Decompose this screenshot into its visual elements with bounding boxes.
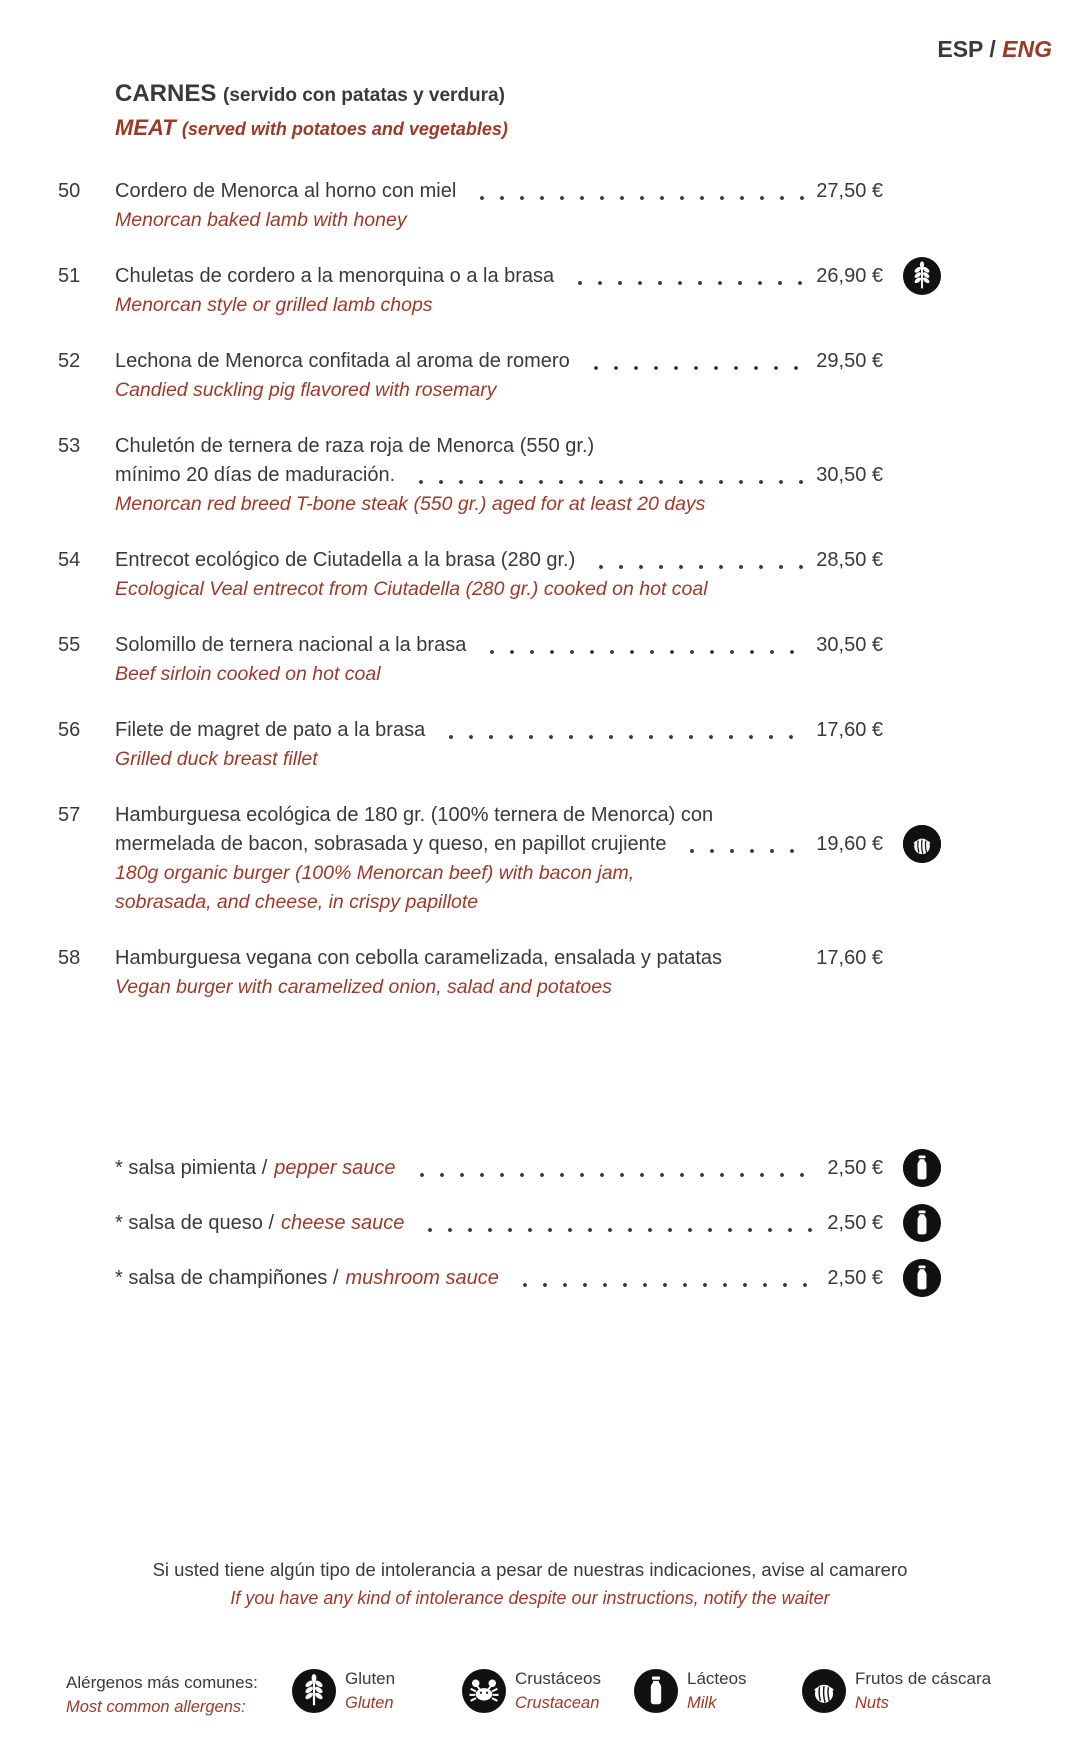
sauce-price: 2,50 € <box>827 1267 883 1289</box>
item-name-es: Filete de magret de pato a la brasa <box>115 719 426 741</box>
allergen-legend-label <box>66 1670 258 1720</box>
menu-item-54 <box>0 546 1092 604</box>
legend-allergen-label-en: Crustacean <box>515 1694 600 1712</box>
item-number: 54 <box>58 549 81 571</box>
dot-leader <box>482 631 804 660</box>
sauce-name-es: * salsa de champiñones / <box>115 1267 339 1289</box>
item-name-es: Entrecot ecológico de Ciutadella a la brasa (280 gr.) <box>115 549 576 571</box>
item-price: 17,60 € <box>816 719 883 741</box>
legend-allergen-labels <box>687 1666 747 1716</box>
lang-eng: ENG <box>1002 36 1052 62</box>
item-name-es: Chuletón de ternera de raza roja de Menorca (550 gr.) <box>115 435 595 457</box>
item-content <box>115 546 883 604</box>
item-content <box>115 177 883 235</box>
item-name-en: Candied suckling pig flavored with rosemary <box>115 379 497 401</box>
legend-allergen-nuts <box>802 1666 991 1716</box>
legend-allergen-labels <box>855 1666 991 1716</box>
item-name-en: Ecological Veal entrecot from Ciutadella (280 gr.) cooked on hot coal <box>115 578 708 600</box>
nuts-icon <box>903 825 941 863</box>
item-name-es: Hamburguesa vegana con cebolla caramelizada, ensalada y patatas <box>115 947 723 969</box>
item-name-es: Cordero de Menorca al horno con miel <box>115 180 457 202</box>
intolerance-notice-en: If you have any kind of intolerance despite our instructions, notify the waiter <box>230 1588 830 1608</box>
item-content <box>115 716 883 774</box>
item-content <box>115 347 883 405</box>
item-content <box>115 801 883 917</box>
sauce-name-en: mushroom sauce <box>345 1267 499 1289</box>
dot-leader <box>420 1209 815 1238</box>
dot-leader <box>412 1154 816 1183</box>
item-number: 52 <box>58 350 81 372</box>
legend-allergen-label-es: Gluten <box>345 1669 396 1688</box>
item-name-es-line <box>115 944 883 973</box>
item-name-en: 180g organic burger (100% Menorcan beef) with bacon jam, <box>115 862 635 884</box>
allergen-legend-label-es: Alérgenos más comunes: <box>66 1673 258 1692</box>
milk-icon <box>903 1204 941 1242</box>
sauce-allergen-icons <box>903 1259 1073 1297</box>
intolerance-notice <box>0 1556 1060 1612</box>
item-name-es-line <box>115 716 883 745</box>
sauce-allergen-icons <box>903 1204 1073 1242</box>
menu-item-58 <box>0 944 1092 1002</box>
item-name-es-line <box>115 801 883 830</box>
item-number: 57 <box>58 804 81 826</box>
dot-leader <box>591 546 804 575</box>
legend-allergen-label-es: Crustáceos <box>515 1669 601 1688</box>
crustacean-icon <box>462 1669 506 1713</box>
legend-allergen-label-en: Nuts <box>855 1694 889 1712</box>
item-name-es-line <box>115 830 883 859</box>
sauces-list <box>115 1154 883 1319</box>
sauce-item <box>115 1154 883 1183</box>
dot-leader <box>570 262 804 291</box>
section-subtitle-es: (servido con patatas y verdura) <box>223 85 505 106</box>
section-subtitle-en: (served with potatoes and vegetables) <box>181 119 508 139</box>
language-toggle <box>937 36 1052 63</box>
legend-allergen-label-es: Lácteos <box>687 1669 747 1688</box>
item-content <box>115 944 883 1002</box>
legend-allergen-gluten <box>292 1666 395 1716</box>
item-name-es-line <box>115 177 883 206</box>
legend-allergen-labels <box>345 1666 395 1716</box>
section-title-es <box>115 78 508 112</box>
item-name-es: Hamburguesa ecológica de 180 gr. (100% ternera de Menorca) con <box>115 804 714 826</box>
item-number: 55 <box>58 634 81 656</box>
item-name-en: sobrasada, and cheese, in crispy papillote <box>115 891 479 913</box>
lang-esp: ESP <box>937 36 983 62</box>
gluten-icon <box>903 257 941 295</box>
sauce-price: 2,50 € <box>827 1157 883 1179</box>
intolerance-notice-es: Si usted tiene algún tipo de intolerancia a pesar de nuestras indicaciones, avise al camarero <box>152 1559 908 1580</box>
item-content <box>115 432 883 519</box>
item-number: 58 <box>58 947 81 969</box>
section-title-en-text: MEAT <box>115 115 176 140</box>
legend-allergen-crustacean <box>462 1666 601 1716</box>
item-content <box>115 262 883 320</box>
sauce-name-es: * salsa de queso / <box>115 1212 274 1234</box>
milk-icon <box>903 1149 941 1187</box>
section-title-en <box>115 112 508 145</box>
menu-items-list <box>0 177 1092 1029</box>
dot-leader <box>411 461 804 490</box>
legend-allergen-milk <box>634 1666 747 1716</box>
item-name-es-line <box>115 631 883 660</box>
item-number: 51 <box>58 265 81 287</box>
item-name-es: Chuletas de cordero a la menorquina o a la brasa <box>115 265 555 287</box>
item-name-es: Solomillo de ternera nacional a la brasa <box>115 634 467 656</box>
dot-leader <box>472 177 804 206</box>
item-price: 29,50 € <box>816 350 883 372</box>
item-name-en: Vegan burger with caramelized onion, salad and potatoes <box>115 976 612 998</box>
item-allergen-icons <box>903 257 1073 295</box>
sauce-name-es: * salsa pimienta / <box>115 1157 268 1179</box>
item-allergen-icons <box>903 825 1073 863</box>
section-title-es-text: CARNES <box>115 80 217 107</box>
item-price: 17,60 € <box>816 947 883 969</box>
dot-leader <box>738 944 804 973</box>
menu-item-52 <box>0 347 1092 405</box>
item-price: 19,60 € <box>816 833 883 855</box>
item-price: 30,50 € <box>816 634 883 656</box>
item-price: 28,50 € <box>816 549 883 571</box>
milk-icon <box>634 1669 678 1713</box>
milk-icon <box>903 1259 941 1297</box>
sauce-item <box>115 1264 883 1293</box>
item-number: 53 <box>58 435 81 457</box>
item-content <box>115 631 883 689</box>
allergen-legend-label-en: Most common allergens: <box>66 1698 246 1716</box>
menu-item-56 <box>0 716 1092 774</box>
item-name-en: Beef sirloin cooked on hot coal <box>115 663 381 685</box>
allergen-legend <box>0 1666 1092 1746</box>
lang-separator: / <box>989 36 996 62</box>
gluten-icon <box>292 1669 336 1713</box>
sauce-price: 2,50 € <box>827 1212 883 1234</box>
dot-leader <box>441 716 804 745</box>
item-name-es-line <box>115 546 883 575</box>
legend-allergen-label-en: Milk <box>687 1694 717 1712</box>
item-name-en: Menorcan baked lamb with honey <box>115 209 407 231</box>
item-price: 30,50 € <box>816 464 883 486</box>
sauce-allergen-icons <box>903 1149 1073 1187</box>
section-header <box>115 78 508 145</box>
item-name-es: mermelada de bacon, sobrasada y queso, en papillot crujiente <box>115 833 667 855</box>
item-name-es: Lechona de Menorca confitada al aroma de romero <box>115 350 570 372</box>
item-name-en: Grilled duck breast fillet <box>115 748 318 770</box>
legend-allergen-labels <box>515 1666 601 1716</box>
sauce-name-en: cheese sauce <box>281 1212 405 1234</box>
legend-allergen-label-es: Frutos de cáscara <box>855 1669 992 1688</box>
menu-item-57 <box>0 801 1092 917</box>
item-name-es: mínimo 20 días de maduración. <box>115 464 396 486</box>
item-name-es-line <box>115 432 883 461</box>
item-name-es-line <box>115 347 883 376</box>
dot-leader <box>682 830 804 859</box>
item-number: 56 <box>58 719 81 741</box>
sauce-item <box>115 1209 883 1238</box>
menu-item-51 <box>0 262 1092 320</box>
dot-leader <box>586 347 805 376</box>
nuts-icon <box>802 1669 846 1713</box>
item-name-es-line <box>115 461 883 490</box>
sauce-name-en: pepper sauce <box>274 1157 396 1179</box>
item-price: 26,90 € <box>816 265 883 287</box>
dot-leader <box>515 1264 816 1293</box>
legend-allergen-label-en: Gluten <box>345 1694 394 1712</box>
menu-item-55 <box>0 631 1092 689</box>
item-name-es-line <box>115 262 883 291</box>
item-price: 27,50 € <box>816 180 883 202</box>
menu-item-53 <box>0 432 1092 519</box>
item-name-en: Menorcan style or grilled lamb chops <box>115 294 433 316</box>
item-name-en: Menorcan red breed T-bone steak (550 gr.) aged for at least 20 days <box>115 493 706 515</box>
item-number: 50 <box>58 180 81 202</box>
menu-item-50 <box>0 177 1092 235</box>
